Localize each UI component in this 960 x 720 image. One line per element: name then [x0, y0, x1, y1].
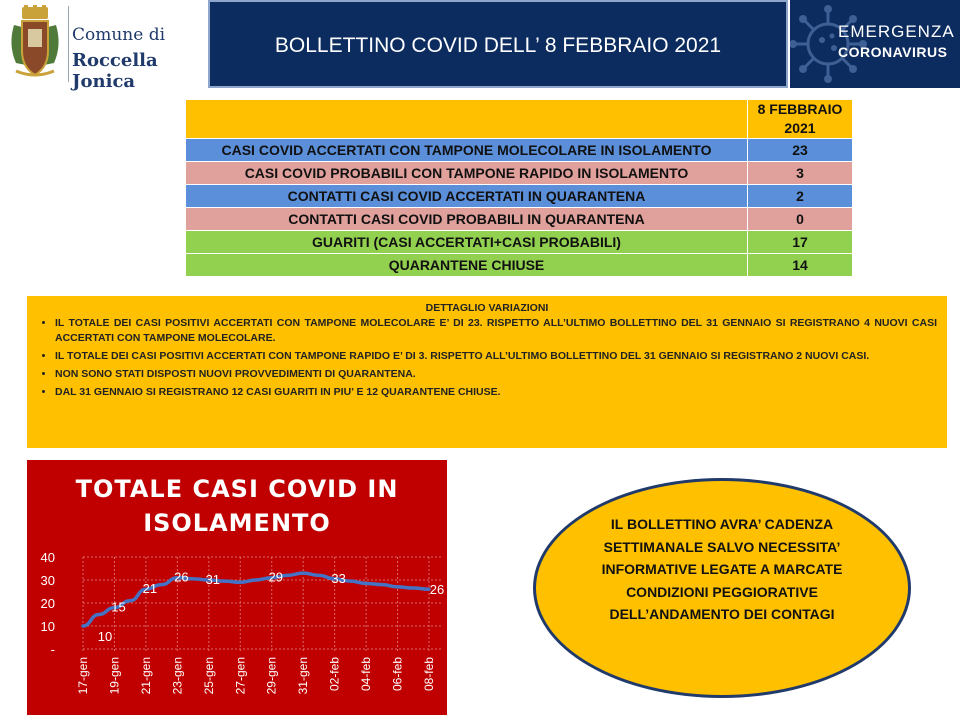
municipality-logo [0, 0, 205, 92]
table-cell-value: 3 [748, 162, 853, 185]
y-tick-label: 40 [40, 550, 55, 565]
data-point [302, 572, 305, 575]
data-point [317, 574, 320, 577]
data-point [97, 613, 100, 616]
detail-item: • DAL 31 GENNAIO SI REGISTRANO 12 CASI GUARITI IN PIU’ E 12 QUARANTENE CHIUSE. [55, 385, 937, 400]
comune-label: Comune di [72, 25, 166, 45]
data-label: 29 [268, 569, 283, 585]
page-title: BOLLETTINO COVID DELL’ 8 FEBBRAIO 2021 [274, 34, 722, 57]
chart-title-line2: ISOLAMENTO [143, 509, 331, 537]
x-tick-label: 29-gen [264, 657, 279, 695]
title-banner [208, 0, 788, 88]
table-row [186, 162, 853, 185]
stats-table [185, 99, 853, 277]
data-point [396, 585, 399, 588]
table-cell-value: 14 [748, 254, 853, 277]
data-point [129, 599, 132, 602]
data-label: 26 [429, 582, 445, 598]
table-row [186, 185, 853, 208]
emergency-title: EMERGENZA [838, 22, 955, 41]
table-row [186, 208, 853, 231]
y-tick-label: 20 [40, 596, 55, 611]
table-header-empty [186, 100, 748, 139]
date-line2: 2021 [784, 120, 816, 136]
table-cell-label: CONTATTI CASI COVID ACCERTATI IN QUARANTENA [186, 185, 748, 208]
data-point [255, 579, 258, 582]
data-label: 26 [174, 569, 189, 585]
y-tick-label: 30 [40, 573, 55, 588]
data-label: 21 [142, 581, 158, 597]
x-tick-label: 04-feb [359, 657, 374, 692]
x-tick-label: 08-feb [422, 657, 436, 692]
y-tick-label: 10 [40, 619, 55, 634]
data-point [286, 574, 289, 577]
y-tick-label: - [50, 642, 55, 657]
coat-of-arms-icon [6, 5, 64, 81]
table-header-date [748, 100, 853, 139]
table-row [186, 139, 853, 162]
table-cell-label: GUARITI (CASI ACCERTATI+CASI PROBABILI) [186, 231, 748, 254]
data-label: 31 [205, 572, 221, 587]
x-tick-label: 06-feb [390, 657, 405, 692]
data-point [380, 583, 383, 586]
table-header-row [186, 100, 853, 139]
notice-text: IL BOLLETTINO AVRA’ CADENZA SETTIMANALE SALVO NECESSITA’ INFORMATIVE LEGATE A MARCATE CONDIZIONI PEGGIORATIVE DELL’ANDAMENTO DEI CONTAGI [601, 516, 843, 622]
chart-panel [27, 460, 447, 715]
table-row [186, 254, 853, 277]
chart-title-line1: TOTALE CASI COVID IN [75, 475, 399, 503]
table-cell-label: CASI COVID ACCERTATI CON TAMPONE MOLECOLARE IN ISOLAMENTO [186, 139, 748, 162]
x-tick-label: 25-gen [201, 657, 216, 695]
data-point [365, 582, 368, 585]
data-label: 10 [97, 629, 113, 644]
details-title: DETTAGLIO VARIAZIONI [425, 302, 549, 314]
detail-item: • IL TOTALE DEI CASI POSITIVI ACCERTATI CON TAMPONE MOLECOLARE E’ DI 23. RISPETTO ALL’ULTIMO BOLLETTINO DEL 31 GENNAIO SI REGISTRANO 4 NUOVI CASI ACCERTATI CON TAMPONE MOLECOLARE. [55, 316, 937, 346]
comune-name: Roccella Jonica [72, 50, 158, 92]
x-tick-label: 17-gen [76, 657, 90, 695]
data-point [192, 577, 195, 580]
data-point [239, 581, 242, 584]
emergency-subtitle: CORONAVIRUS [838, 44, 948, 60]
notice-oval [533, 478, 911, 698]
data-point [349, 580, 352, 583]
x-tick-label: 31-gen [296, 657, 311, 695]
table-cell-value: 23 [748, 139, 853, 162]
logo-divider [68, 6, 69, 82]
x-tick-label: 23-gen [170, 657, 185, 695]
x-tick-label: 27-gen [233, 657, 248, 695]
details-panel [27, 296, 947, 448]
x-tick-label: 21-gen [138, 657, 153, 695]
table-cell-value: 0 [748, 208, 853, 231]
date-line1: 8 FEBBRAIO [757, 101, 843, 117]
details-list [37, 316, 937, 400]
detail-item: • IL TOTALE DEI CASI POSITIVI ACCERTATI CON TAMPONE RAPIDO E’ DI 3. RISPETTO ALL’ULTIMO BOLLETTINO DEL 31 GENNAIO SI REGISTRANO 2 NUOVI CASI. [55, 349, 937, 364]
table-cell-value: 17 [748, 231, 853, 254]
x-tick-label: 02-feb [327, 657, 342, 692]
data-label: 15 [111, 599, 126, 615]
x-tick-label: 19-gen [107, 657, 122, 695]
data-point [412, 587, 415, 590]
table-cell-label: CONTATTI CASI COVID PROBABILI IN QUARANTENA [186, 208, 748, 231]
data-point [223, 580, 226, 583]
table-cell-label: QUARANTENE CHIUSE [186, 254, 748, 277]
line-chart [27, 460, 447, 715]
table-cell-value: 2 [748, 185, 853, 208]
detail-item: • NON SONO STATI DISPOSTI NUOVI PROVVEDIMENTI DI QUARANTENA. [55, 367, 937, 382]
data-point [82, 625, 85, 628]
data-point [160, 583, 163, 586]
table-row [186, 231, 853, 254]
table-cell-label: CASI COVID PROBABILI CON TAMPONE RAPIDO IN ISOLAMENTO [186, 162, 748, 185]
data-label: 33 [331, 570, 346, 586]
